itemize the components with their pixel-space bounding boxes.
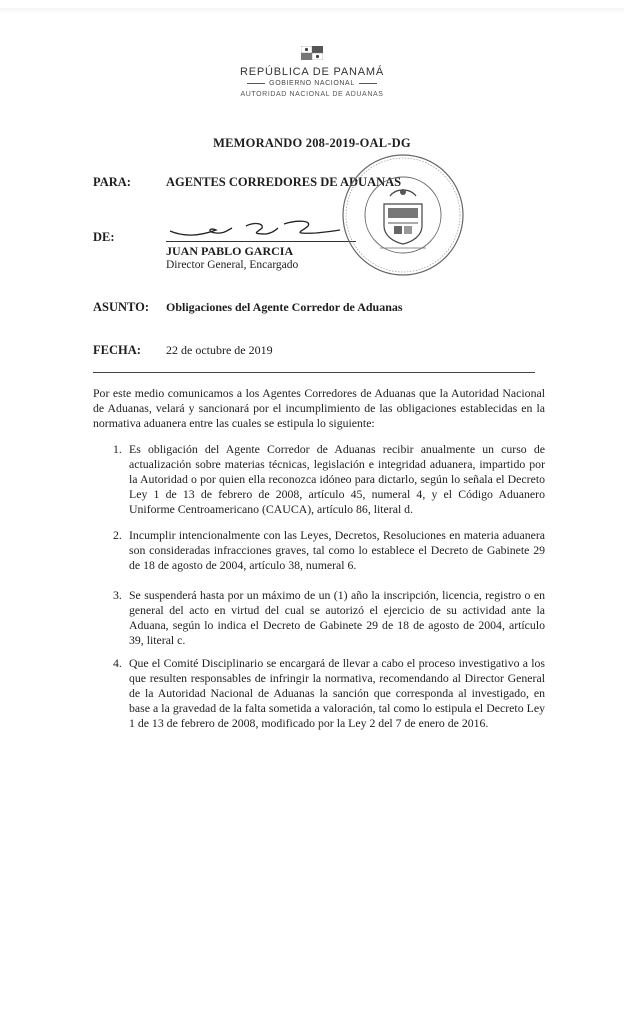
signer-name: JUAN PABLO GARCIA (166, 244, 294, 258)
fecha-label: FECHA: (93, 343, 141, 357)
authority-name: AUTORIDAD NACIONAL DE ADUANAS (240, 91, 384, 98)
divider (93, 372, 535, 373)
memo-title: MEMORANDO 208-2019-OAL-DG (213, 136, 411, 150)
list-item-text: Incumplir intencionalmente con las Leyes, Decretos, Resoluciones en materia aduanera son consideradas infracciones graves, tal como lo establece el Decreto de Gabinete 29 de 18 de agosto de 2004, artículo 38, numeral 6. (129, 528, 545, 572)
signature-line (166, 241, 356, 242)
country-name: REPÚBLICA DE PANAMÁ (240, 66, 384, 78)
government-label: GOBIERNO NACIONAL (269, 80, 355, 87)
de-label: DE: (93, 230, 115, 244)
para-value: AGENTES CORREDORES DE ADUANAS (166, 175, 402, 189)
list-item-text: Se suspenderá hasta por un máximo de un (1) año la inscripción, licencia, registro o en general del acto en virtud del cual se autorizó el ejercicio de su actividad ante la Aduana, según lo indica el Decreto de Gabinete 29 de 18 de agosto de 2004, artículo 39, literal c. (129, 588, 545, 647)
list-item-text: Es obligación del Agente Corredor de Aduanas recibir anualmente un curso de actualización sobre materias técnicas, legislación e integridad aduanera, impartido por la Autoridad o por quien ella reconozca idóneo para dictarlo, según lo señala el Decreto Ley 1 de 13 de febrero de 2008, artículo 45, numeral 4, y el Código Aduanero Uniforme Centroamericano (CAUCA), artículo 86, literal d. (129, 442, 545, 516)
official-seal-icon (340, 152, 466, 278)
para-label: PARA: (93, 175, 131, 189)
government-line (0, 80, 624, 87)
list-item-number: 2. (113, 528, 122, 542)
scan-edge (0, 8, 624, 14)
panama-flag-icon (301, 46, 323, 60)
fecha-value: 22 de octubre de 2019 (166, 343, 273, 357)
list-item-number: 4. (113, 656, 122, 670)
intro-paragraph: Por este medio comunicamos a los Agentes Corredores de Aduanas que la Autoridad Nacional de Aduanas, velará y sancionará por el incumplimiento de las obligaciones establecidas en la normativa aduanera entre las cuales se estipula lo siguiente: (93, 386, 545, 430)
list-item-text: Que el Comité Disciplinario se encargará de llevar a cabo el proceso investigativo a los que resulten responsables de infringir la normativa, recomendando al Director General de la Autoridad Nacional de Aduanas la sanción que corresponda al investigado, en base a la gravedad de la falta sometida a valoración, tal como lo estipula el Decreto Ley 1 de 13 de febrero de 2008, modificado por la Ley 2 del 7 de enero de 2016. (129, 656, 545, 730)
signature (166, 214, 346, 240)
signer-title: Director General, Encargado (166, 259, 299, 271)
list-item-number: 1. (113, 442, 122, 456)
asunto-value: Obligaciones del Agente Corredor de Aduanas (166, 300, 403, 314)
list-item-number: 3. (113, 588, 122, 602)
asunto-label: ASUNTO: (93, 300, 150, 314)
letterhead (0, 46, 624, 98)
